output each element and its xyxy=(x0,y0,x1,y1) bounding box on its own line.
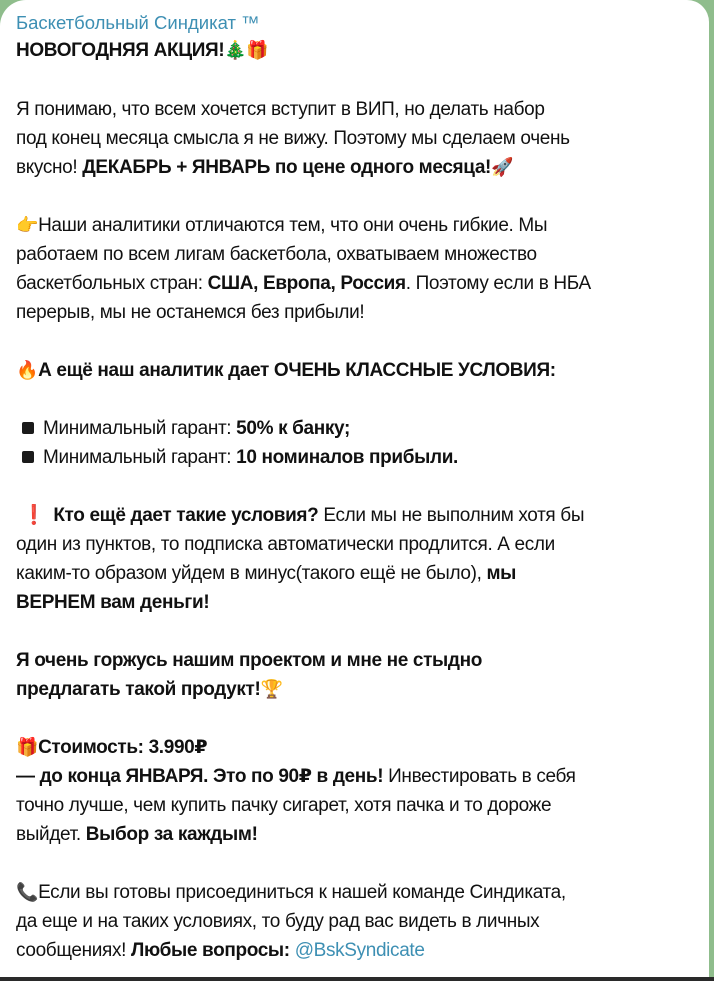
condition-item xyxy=(16,414,693,443)
text-line: Я понимаю, что всем хочется вступит в ВИП, но делать набор xyxy=(16,99,545,120)
text-line xyxy=(16,211,693,240)
text-span: Наши аналитики отличаются тем, что они очень гибкие. Мы xyxy=(38,215,548,236)
text-line xyxy=(16,646,693,675)
text-bold: Я очень горжусь нашим проектом и мне не стыдно xyxy=(16,650,483,671)
condition-value: 50% к банку; xyxy=(236,418,350,439)
paragraph-contact xyxy=(16,878,693,965)
text-line xyxy=(16,501,693,530)
text-line: работаем по всем лигам баскетбола, охватываем множество xyxy=(16,244,537,265)
fire-icon: 🔥 xyxy=(16,360,39,381)
text-line xyxy=(16,559,693,588)
sender-name[interactable]: Баскетбольный Синдикат ™ xyxy=(16,12,260,33)
text-line xyxy=(16,269,693,298)
square-bullet-icon xyxy=(22,451,34,463)
square-bullet-icon xyxy=(22,422,34,434)
text-bold: Выбор за каждым! xyxy=(85,824,258,845)
text-span: Инвестировать в себя xyxy=(383,766,576,787)
text-span: выйдет. xyxy=(16,824,86,845)
paragraph-guarantee xyxy=(16,501,693,617)
text-span: Если мы не выполним хотя бы xyxy=(318,505,585,526)
text-line: да еще и на таких условиях, то буду рад вас видеть в личных xyxy=(16,911,540,932)
conditions-list xyxy=(16,414,693,472)
rocket-icon: 🚀 xyxy=(491,157,514,178)
text-line: под конец месяца смысла я не вижу. Поэтому мы сделаем очень xyxy=(16,128,570,149)
paragraph-intro xyxy=(16,95,693,182)
price-per-day: — до конца ЯНВАРЯ. Это по 90₽ в день! xyxy=(16,766,384,787)
username-link[interactable]: @BskSyndicate xyxy=(294,940,425,961)
gift-icon: 🎁 xyxy=(246,40,269,61)
text-line xyxy=(16,878,693,907)
text-span: Если вы готовы присоединиться к нашей команде Синдиката, xyxy=(38,882,566,903)
text-bold: предлагать такой продукт! xyxy=(16,679,261,700)
phone-icon: 📞 xyxy=(16,882,39,903)
trophy-icon: 🏆 xyxy=(260,679,283,700)
gift-icon: 🎁 xyxy=(16,737,39,758)
countries-highlight: США, Европа, Россия xyxy=(207,273,406,294)
exclamation-icon: ❗ xyxy=(22,505,46,526)
headline xyxy=(16,36,693,66)
text-line xyxy=(16,153,693,182)
text-line xyxy=(16,762,693,791)
text-span: сообщениях! xyxy=(16,940,131,961)
text-line: перерыв, мы не останемся без прибыли! xyxy=(16,302,365,323)
text-line xyxy=(16,588,693,617)
paragraph-price xyxy=(16,733,693,849)
text-span: каким-то образом уйдем в минус(такого ещё не было), xyxy=(16,563,487,584)
paragraph-pride xyxy=(16,646,693,704)
text-span: . Поэтому если в НБА xyxy=(405,273,591,294)
text-bold: мы xyxy=(486,563,517,584)
condition-item xyxy=(16,443,693,472)
christmas-tree-icon: 🎄 xyxy=(224,40,247,61)
condition-value: 10 номиналов прибыли. xyxy=(236,447,458,468)
conditions-heading-text: А ещё наш аналитик дает ОЧЕНЬ КЛАССНЫЕ УСЛОВИЯ: xyxy=(38,360,556,381)
text-bold: Любые вопросы: xyxy=(130,940,295,961)
paragraph-analytics xyxy=(16,211,693,327)
text-line: один из пунктов, то подписка автоматически продлится. А если xyxy=(16,534,555,555)
conditions-heading xyxy=(16,356,693,385)
price-value: Стоимость: 3.990₽ xyxy=(38,737,208,758)
condition-label: Минимальный гарант: xyxy=(43,418,237,439)
question-highlight: Кто ещё дает такие условия? xyxy=(53,505,319,526)
offer-highlight: ДЕКАБРЬ + ЯНВАРЬ по цене одного месяца! xyxy=(82,157,492,178)
condition-label: Минимальный гарант: xyxy=(43,447,237,468)
refund-highlight: ВЕРНЕМ вам деньги! xyxy=(16,592,210,613)
text-span: вкусно! xyxy=(16,157,83,178)
bottom-border xyxy=(0,977,714,981)
price-line xyxy=(16,733,693,762)
text-line: точно лучше, чем купить пачку сигарет, хотя пачка и то дороже xyxy=(16,795,552,816)
text-line xyxy=(16,675,693,704)
headline-text: НОВОГОДНЯЯ АКЦИЯ! xyxy=(16,40,225,61)
text-line xyxy=(16,820,693,849)
text-line xyxy=(16,936,693,965)
pointing-hand-icon: 👉 xyxy=(16,215,39,236)
text-span: баскетбольных стран: xyxy=(16,273,208,294)
